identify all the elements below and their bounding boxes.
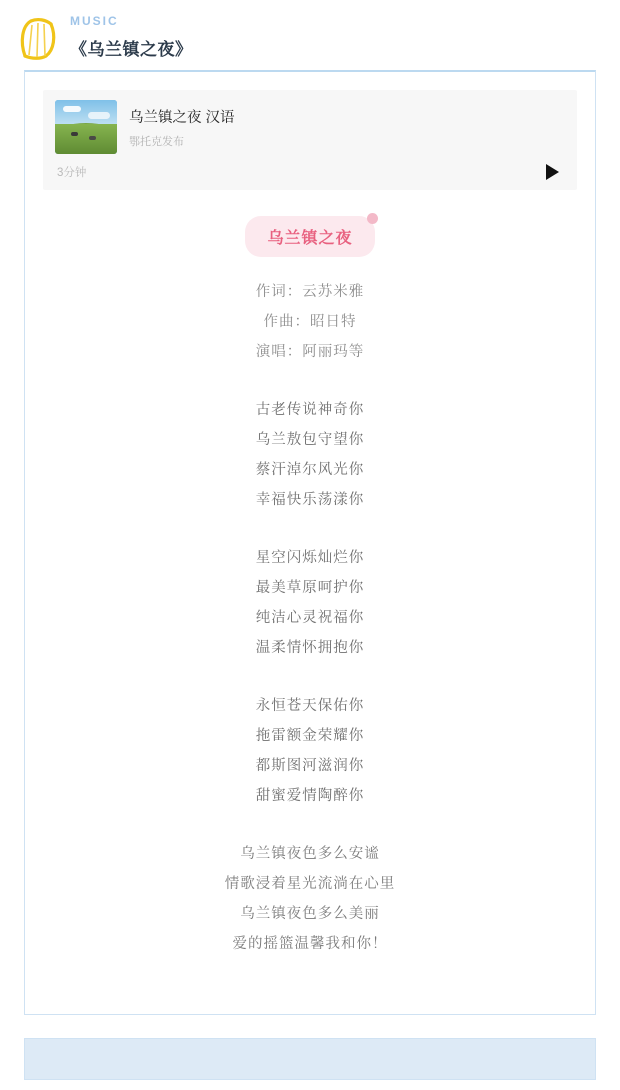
lyrics-section (43, 216, 577, 959)
lyric-line: 纯洁心灵祝福你 (255, 610, 365, 626)
credit-lyricist: 作词：云苏米雅 (255, 284, 365, 300)
badge-dot-decoration (367, 213, 378, 224)
lyric-line: 蔡汗淖尔风光你 (255, 462, 365, 478)
lyric-line: 乌兰镇夜色多么安谧 (240, 846, 380, 862)
footer-banner (24, 1038, 596, 1080)
lyric-line: 温柔情怀拥抱你 (255, 640, 365, 656)
credit-composer: 作曲：昭日特 (263, 314, 357, 330)
lyric-line: 爱的摇篮温馨我和你！ (232, 936, 388, 952)
article-card (24, 70, 596, 1015)
audio-player-top (55, 100, 565, 154)
audio-title: 乌兰镇之夜 汉语 (129, 109, 235, 126)
song-title-text: 乌兰镇之夜 (267, 230, 353, 247)
audio-duration: 3分钟 (57, 167, 87, 179)
lyric-line: 幸福快乐荡漾你 (255, 492, 365, 508)
play-icon[interactable] (546, 164, 559, 180)
lyric-line: 乌兰镇夜色多么美丽 (240, 906, 380, 922)
lyric-line: 乌兰敖包守望你 (255, 432, 365, 448)
lyric-line: 甜蜜爱情陶醉你 (255, 788, 365, 804)
page-title: 《乌兰镇之夜》 (70, 40, 193, 59)
header-text (70, 14, 193, 60)
lyrics-stanza (43, 839, 577, 959)
song-title-badge (245, 216, 374, 257)
audio-meta (129, 106, 235, 149)
section-kicker: MUSIC (70, 14, 119, 28)
lyric-line: 情歌浸着星光流淌在心里 (224, 876, 396, 892)
audio-cover-image (55, 100, 117, 154)
lyrics-stanza (43, 543, 577, 663)
lyric-line: 永恒苍天保佑你 (255, 698, 365, 714)
lyre-icon (18, 16, 58, 60)
audio-author: 鄂托克发布 (129, 135, 184, 148)
lyric-line: 都斯图河滋润你 (255, 758, 365, 774)
lyric-line: 星空闪烁灿烂你 (255, 550, 365, 566)
lyrics-stanza (43, 395, 577, 515)
audio-player-controls (55, 164, 565, 182)
lyric-line: 古老传说神奇你 (255, 402, 365, 418)
credits-block (43, 277, 577, 367)
article-header (0, 0, 620, 70)
lyrics-stanza (43, 691, 577, 811)
audio-player[interactable] (43, 90, 577, 190)
lyric-line: 拖雷额金荣耀你 (255, 728, 365, 744)
lyric-line: 最美草原呵护你 (255, 580, 365, 596)
credit-singer: 演唱：阿丽玛等 (255, 344, 365, 360)
